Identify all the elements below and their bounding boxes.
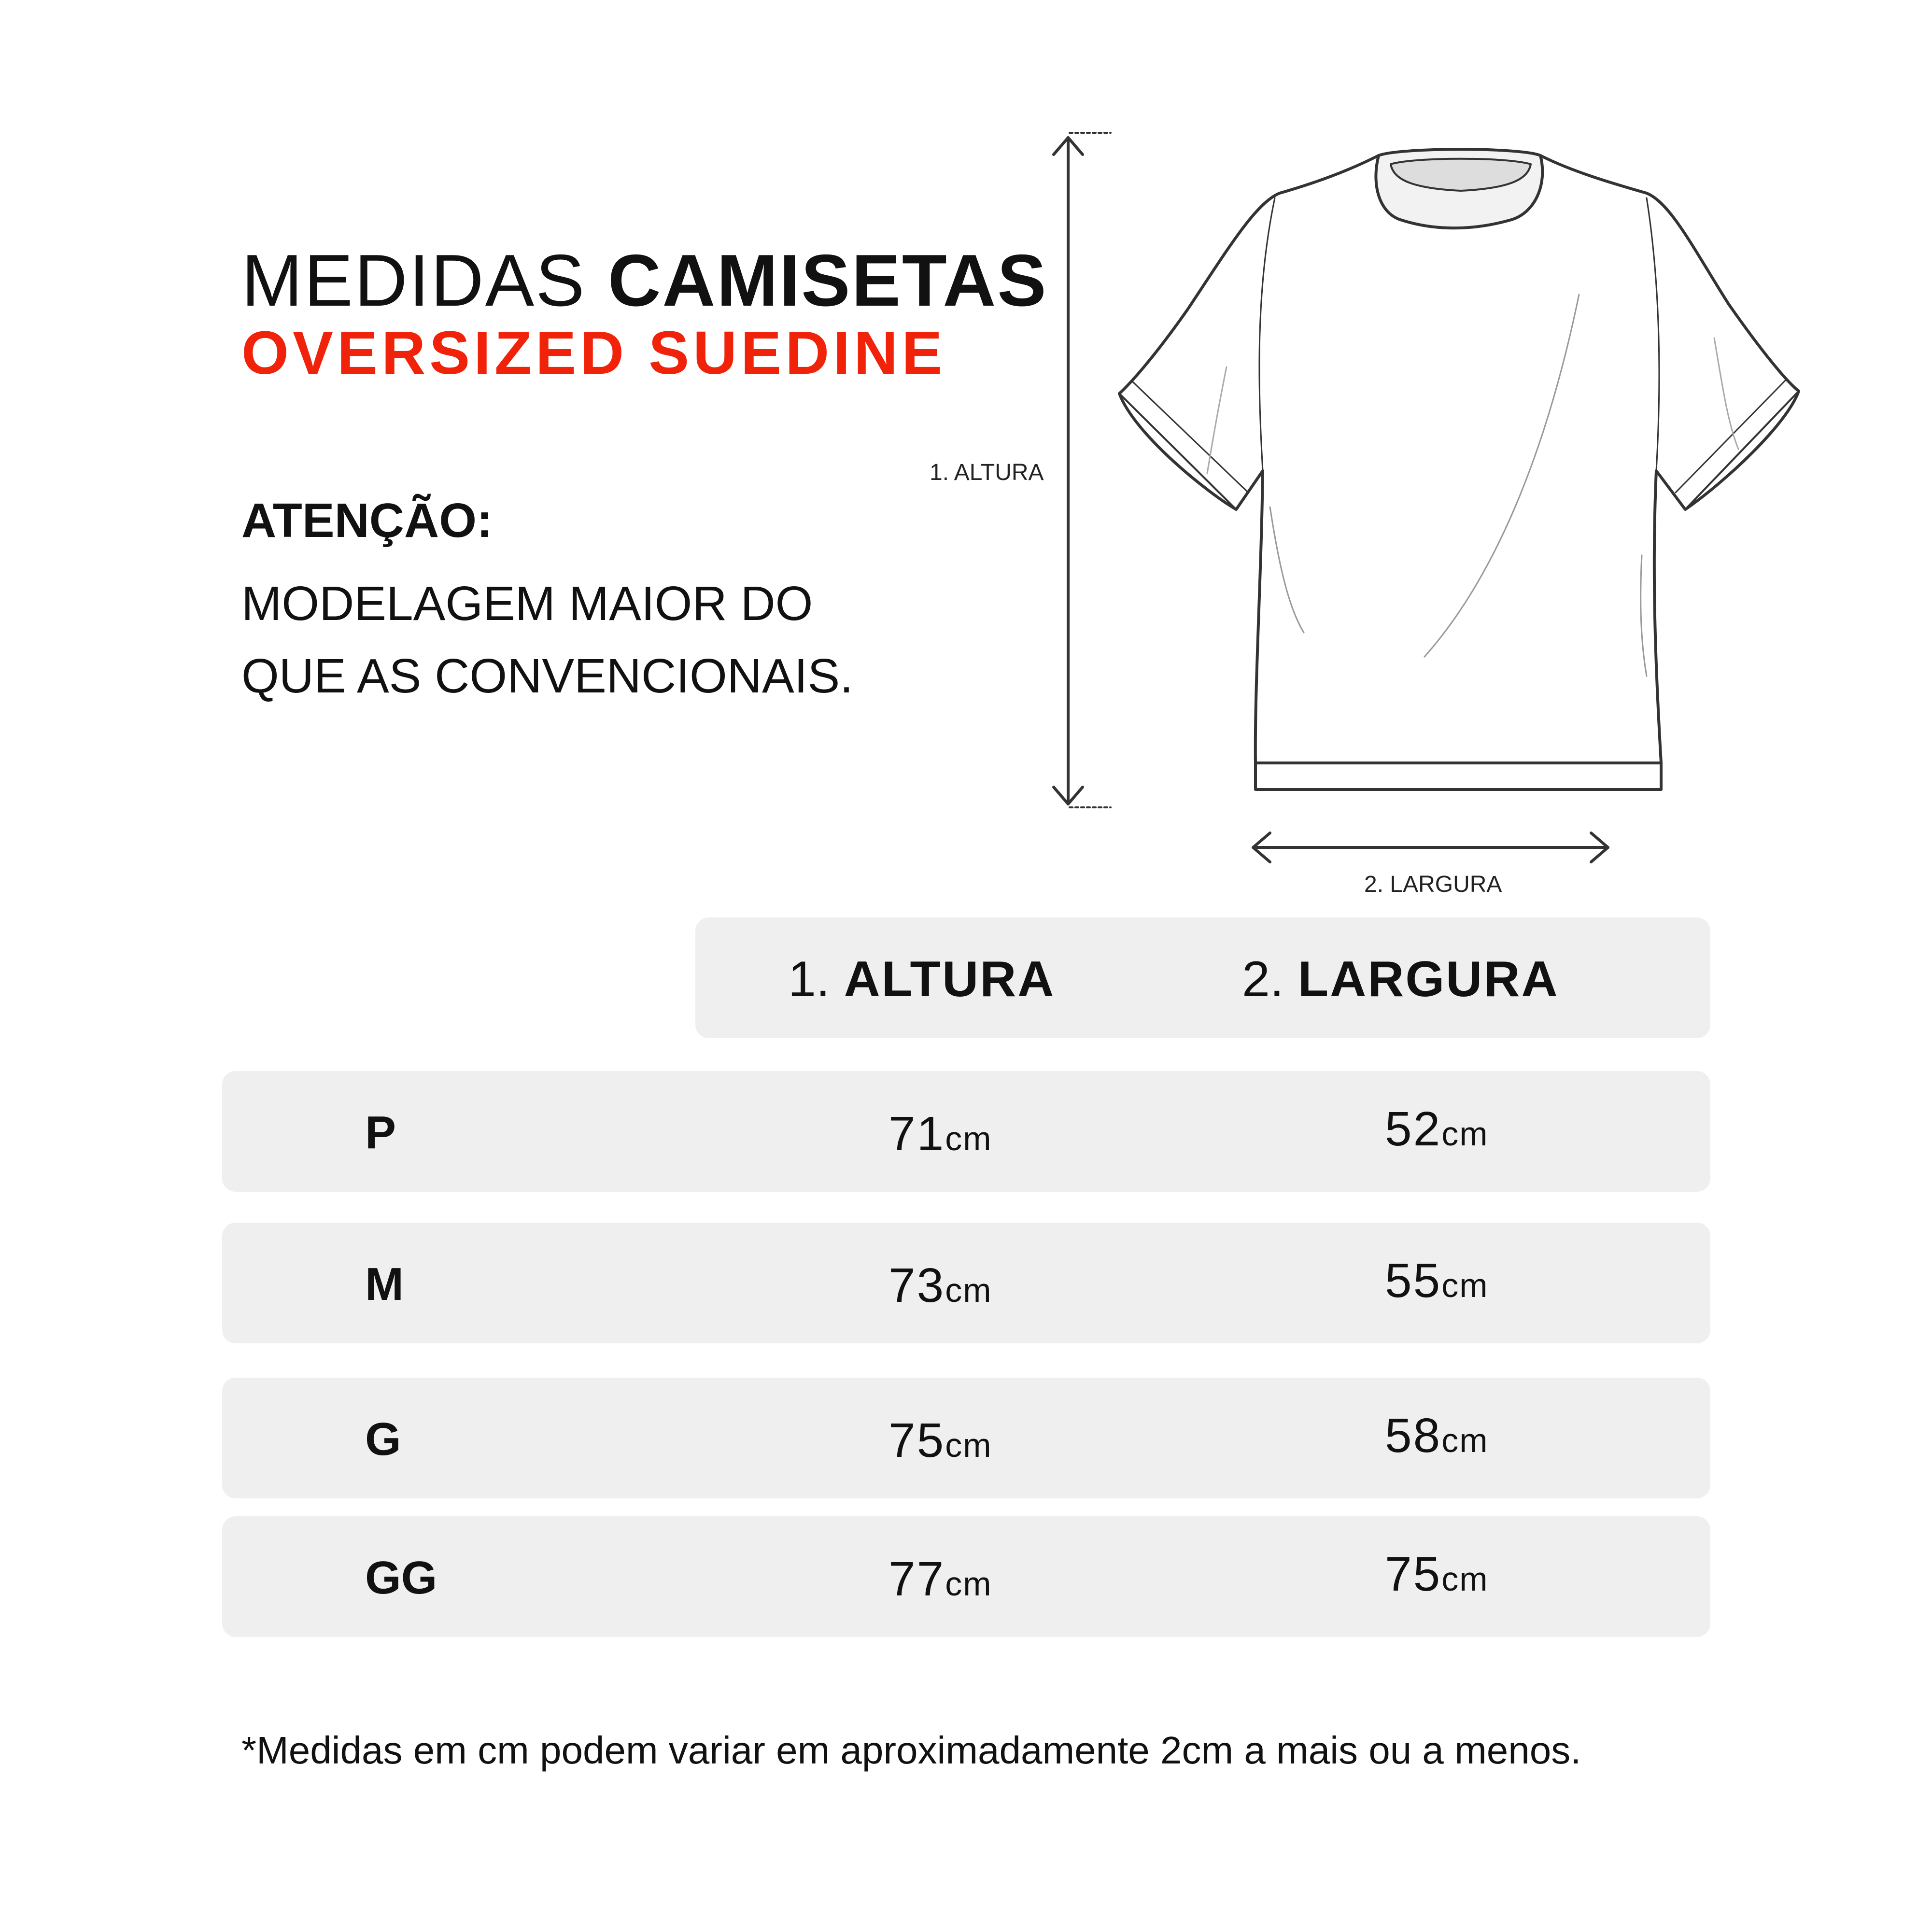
header-largura [1242,951,1559,1007]
table-row [222,1223,1710,1343]
title-bold: CAMISETAS [607,240,1048,322]
altura-number: 75 [888,1413,945,1467]
largura-value [1385,1254,1489,1308]
header-altura-label: ALTURA [844,951,1056,1007]
header-altura-num: 1. [788,951,830,1007]
size-label: P [365,1107,396,1158]
tshirt-outline [1119,155,1799,790]
table-row [222,1516,1710,1637]
header-largura-label: LARGURA [1297,951,1559,1007]
header-altura [788,951,1056,1007]
size-label: GG [365,1552,437,1604]
table-header [695,917,1710,1038]
table-row [222,1071,1710,1192]
attention-line-1: MODELAGEM MAIOR DO [241,577,813,631]
header-largura-num: 2. [1242,951,1284,1007]
attention-note [241,567,917,712]
altura-value [888,1552,992,1606]
largura-number: 55 [1385,1254,1442,1308]
attention-label: ATENÇÃO: [241,494,493,548]
size-label: M [365,1258,404,1310]
unit: cm [1441,1267,1489,1304]
largura-value [1385,1409,1489,1463]
footnote: *Medidas em cm podem variar em aproximadamente 2cm a mais ou a menos. [241,1729,1581,1772]
tshirt-diagram [0,0,1932,917]
unit: cm [1441,1115,1489,1153]
altura-value [888,1413,992,1467]
largura-arrow [1253,833,1608,862]
unit: cm [1441,1560,1489,1598]
unit: cm [945,1120,992,1157]
altura-number: 71 [888,1107,945,1161]
attention-line-2: QUE AS CONVENCIONAIS. [241,649,853,703]
unit: cm [945,1271,992,1309]
title-light: MEDIDAS [241,240,586,322]
largura-value [1385,1102,1489,1156]
unit: cm [945,1426,992,1464]
altura-value [888,1258,992,1312]
altura-value [888,1107,992,1161]
altura-number: 73 [888,1258,945,1312]
largura-value [1385,1547,1489,1601]
page-subtitle: OVERSIZED SUEDINE [241,319,946,387]
diagram-altura-label: 1. ALTURA [930,460,1044,485]
page-title [241,240,1048,322]
largura-number: 52 [1385,1102,1442,1156]
largura-number: 75 [1385,1547,1442,1601]
table-row [222,1378,1710,1498]
unit: cm [945,1565,992,1603]
tshirt-collar [1376,149,1542,228]
largura-number: 58 [1385,1409,1442,1463]
altura-arrow [1054,133,1111,807]
diagram-largura-label: 2. LARGURA [1364,872,1502,897]
altura-number: 77 [888,1552,945,1606]
size-label: G [365,1413,401,1465]
unit: cm [1441,1422,1489,1459]
